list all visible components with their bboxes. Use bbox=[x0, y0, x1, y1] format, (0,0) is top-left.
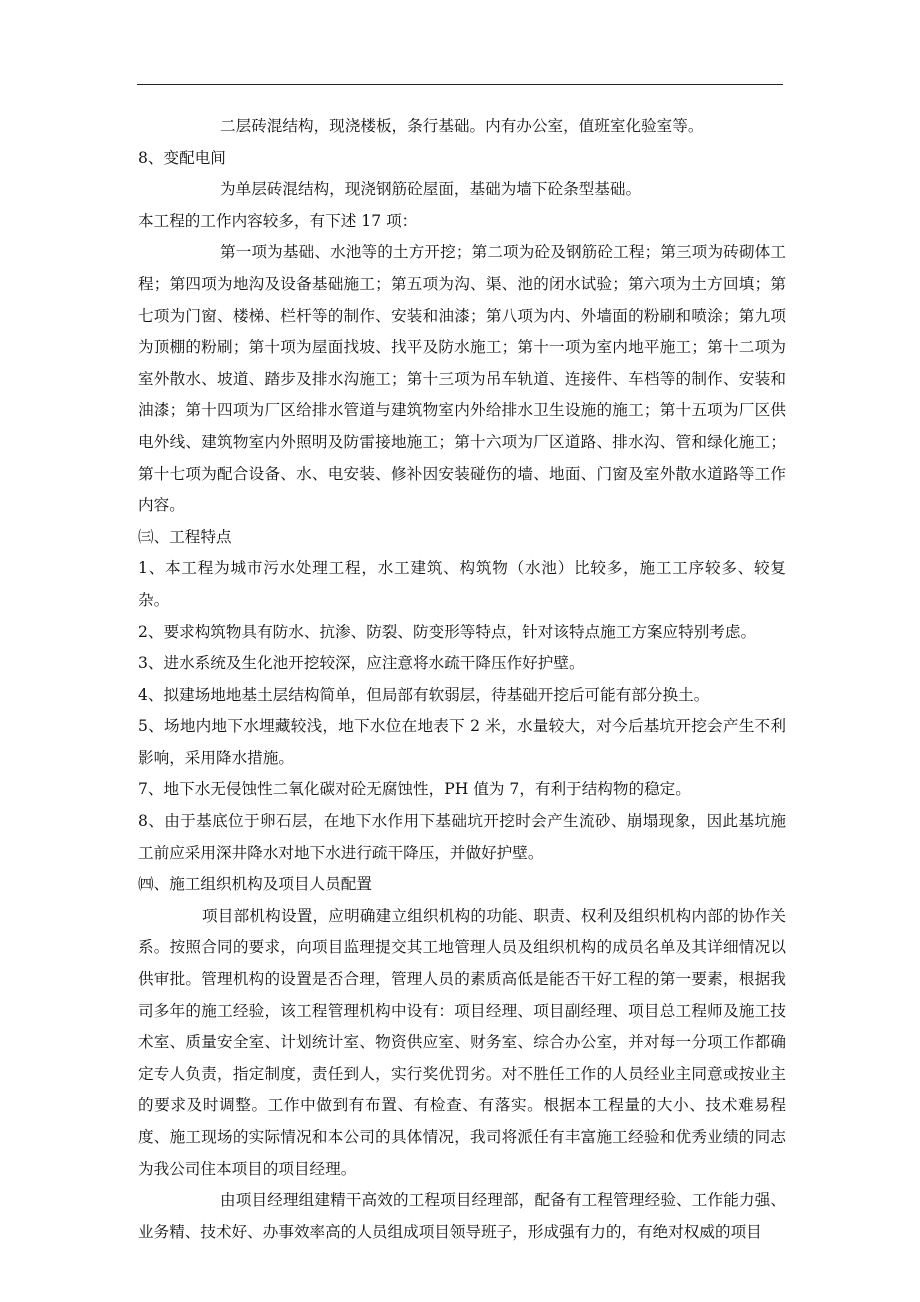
paragraph: 二层砖混结构，现浇楼板，条行基础。内有办公室，值班室化验室等。 bbox=[220, 117, 704, 135]
paragraph: 由项目经理组建精干高效的工程项目经理部，配备有工程管理经验、工作能力强、业务精、技术好、办事效率高的人员组成项目领导班子，形成强有力的，有绝对权威的项目 bbox=[138, 1191, 786, 1241]
list-item: 4、拟建场地地基土层结构简单，但局部有软弱层，待基础开挖后可能有部分换土。 bbox=[138, 685, 710, 704]
section-heading: ㈢、工程特点 bbox=[138, 527, 232, 546]
list-item: 7、地下水无侵蚀性二氧化碳对砼无腐蚀性，PH 值为 7，有利于结构物的稳定。 bbox=[138, 780, 691, 799]
list-item: 1、本工程为城市污水处理工程，水工建筑、构筑物（水池）比较多，施工工序较多、较复杂。 bbox=[138, 559, 786, 609]
section-heading: 8、变配电间 bbox=[138, 148, 226, 167]
section-heading: ㈣、施工组织机构及项目人员配置 bbox=[138, 875, 372, 894]
paragraph: 本工程的工作内容较多，有下述 17 项： bbox=[138, 211, 418, 230]
list-item: 3、进水系统及生化池开挖较深，应注意将水疏干降压作好护壁。 bbox=[138, 654, 585, 673]
document-body bbox=[138, 111, 786, 1248]
list-item: 8、由于基底位于卵石层，在地下水作用下基础坑开挖时会产生流砂、崩塌现象，因此基坑施工前应采用深井降水对地下水进行疏干降压，并做好护壁。 bbox=[138, 812, 786, 862]
paragraph: 项目部机构设置，应明确建立组织机构的功能、职责、权利及组织机构内部的协作关系。按照合同的要求，向项目监理提交其工地管理人员及组织机构的成员名单及其详细情况以供审批。管理机构的设置是否合理，管理人员的素质高低是能否干好工程的第一要素，根据我司多年的施工经验，该工程管理机构中设有：项目经理、项目副经理、项目总工程师及施工技术室、质量安全室、计划统计室、物资供应室、财务室、综合办公室，并对每一分项工作都确定专人负责，指定制度，责任到人，实行奖优罚劣。对不胜任工作的人员经业主同意或按业主的要求及时调整。工作中做到有布置、有检查、有落实。根据本工程量的大小、技术难易程度、施工现场的实际情况和本公司的具体情况，我司将派任有丰富施工经验和优秀业绩的同志为我公司住本项目的项目经理。 bbox=[138, 906, 786, 1178]
paragraph: 为单层砖混结构，现浇钢筋砼屋面，基础为墙下砼条型基础。 bbox=[220, 180, 642, 199]
header-rule bbox=[137, 84, 783, 85]
list-item: 5、场地内地下水埋藏较浅，地下水位在地表下 2 米，水量较大，对今后基坑开挖会产生不利影响，采用降水措施。 bbox=[138, 717, 786, 767]
paragraph: 第一项为基础、水池等的土方开挖；第二项为砼及钢筋砼工程；第三项为砖砌体工程；第四项为地沟及设备基础施工；第五项为沟、渠、池的闭水试验；第六项为土方回填；第七项为门窗、楼梯、栏杆等的制作、安装和油漆；第八项为内、外墙面的粉刷和喷涂；第九项为顶棚的粉刷；第十项为屋面找坡、找平及防水施工；第十一项为室内地平施工；第十二项为室外散水、坡道、踏步及排水沟施工；第十三项为吊车轨道、连接件、车档等的制作、安装和油漆；第十四项为厂区给排水管道与建筑物室内外给排水卫生设施的施工；第十五项为厂区供电外线、建筑物室内外照明及防雷接地施工；第十六项为厂区道路、排水沟、管和绿化施工；第十七项为配合设备、水、电安装、修补因安装碰伤的墙、地面、门窗及室外散水道路等工作内容。 bbox=[138, 243, 786, 515]
list-item: 2、要求构筑物具有防水、抗渗、防裂、防变形等特点，针对该特点施工方案应特别考虑。 bbox=[138, 622, 757, 641]
